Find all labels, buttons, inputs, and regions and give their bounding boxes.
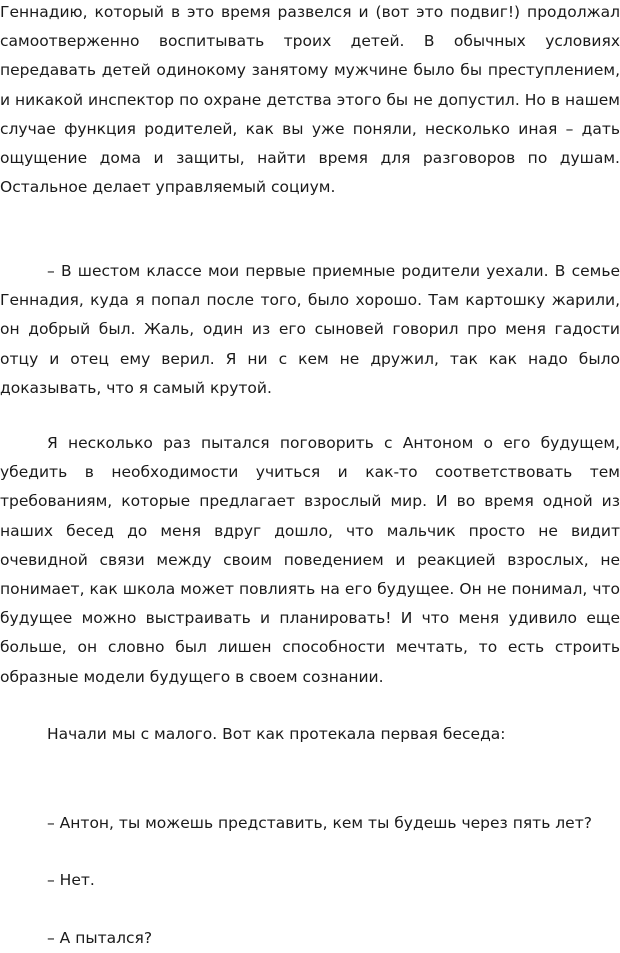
paragraph-gennady-context: Геннадию, который в это время развелся и (вот это подвиг!) продолжал самоотверженно воспитывать троих детей. В обычных условиях передавать детей одинокому занятому мужчине было бы преступлением, и никакой инспектор по охране детства этого бы не допустил. Но в нашем случае функция родителей, как вы уже поняли, несколько иная – дать ощущение дома и защиты, найти время для разговоров по душам. Остальное делает управляемый социум.	[0, 3, 620, 197]
paragraph-conversation-intro: Начали мы с малого. Вот как протекала первая беседа:	[47, 725, 506, 743]
paragraph-anton-quote: – В шестом классе мои первые приемные родители уехали. В семье Геннадия, куда я попал после того, было хорошо. Там картошку жарили, он добрый был. Жаль, один из его сыновей говорил про меня гадости отцу и отец ему верил. Я ни с кем не дружил, так как надо было доказывать, что я самый крутой.	[0, 262, 620, 397]
dialogue-line-answer: – Нет.	[47, 871, 95, 889]
dialogue-line-followup: – А пытался?	[47, 929, 153, 947]
dialogue-line-question: – Антон, ты можешь представить, кем ты будешь через пять лет?	[47, 814, 592, 832]
paragraph-author-reflection: Я несколько раз пытался поговорить с Антоном о его будущем, убедить в необходимости учиться и как-то соответствовать тем требованиям, которые предлагает взрослый мир. И во время одной из наших бесед до меня вдруг дошло, что мальчик просто не видит очевидной связи между своим поведением и реакцией взрослых, не понимает, как школа может повлиять на его будущее. Он не понимал, что будущее можно выстраивать и планировать! И что меня удивило еще больше, он словно был лишен способности мечтать, то есть строить образные модели будущего в своем сознании.	[0, 434, 620, 686]
